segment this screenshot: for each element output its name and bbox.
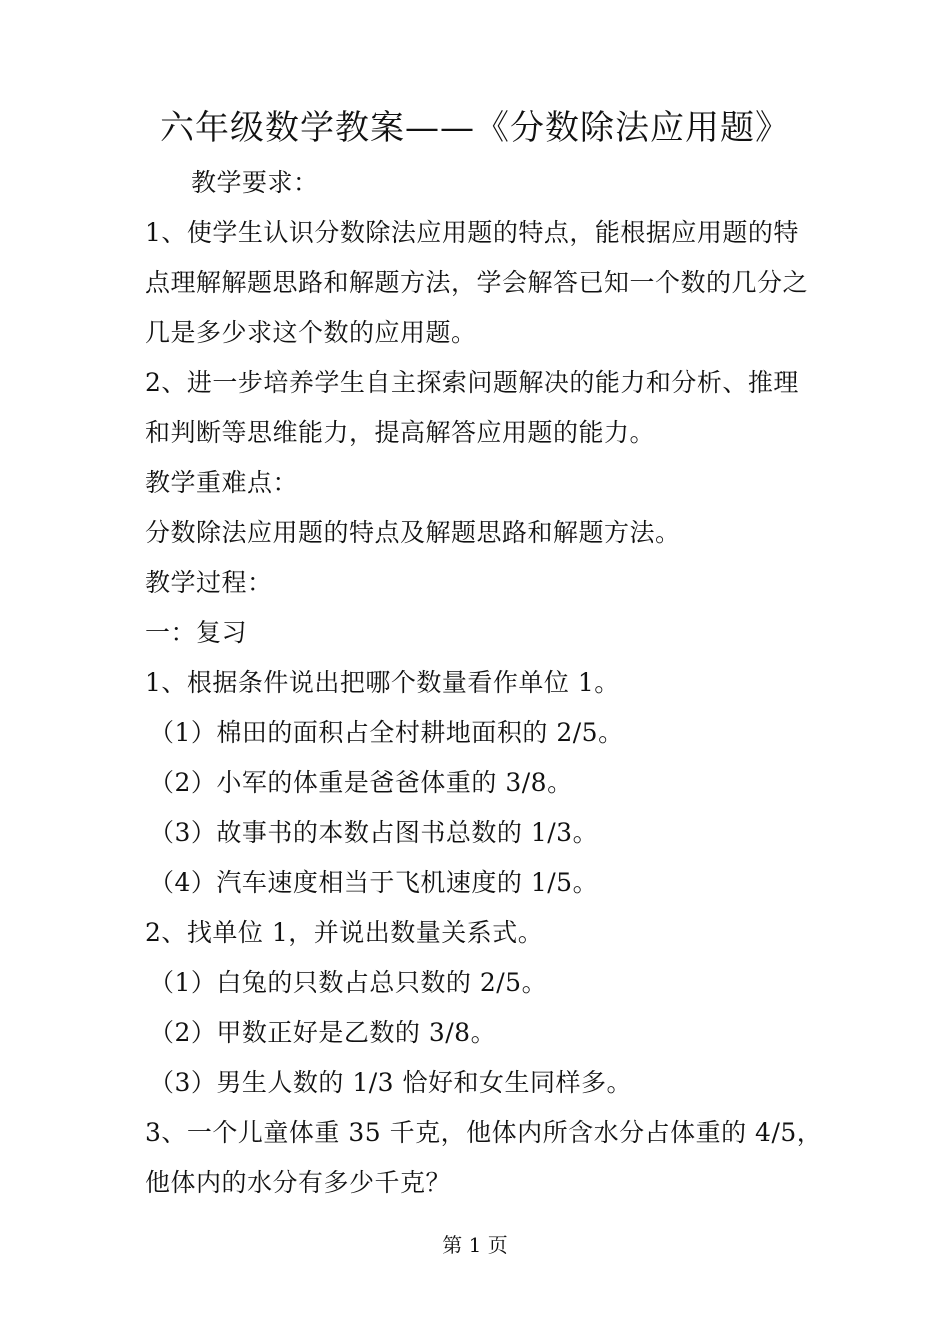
exercise-subitem: （1）棉田的面积占全村耕地面积的 2/5。 xyxy=(149,718,624,747)
section-heading-review: 一：复习 xyxy=(145,618,248,647)
paragraph-line: 点理解解题思路和解题方法，学会解答已知一个数的几分之 xyxy=(145,268,809,297)
section-heading-process: 教学过程： xyxy=(145,568,273,597)
document-body xyxy=(145,158,823,1208)
exercise-line: 他体内的水分有多少千克？ xyxy=(145,1168,452,1197)
section-heading-key-points: 教学重难点： xyxy=(145,468,299,497)
exercise-subitem: （4）汽车速度相当于飞机速度的 1/5。 xyxy=(149,868,599,897)
exercise-line: 1、根据条件说出把哪个数量看作单位 1。 xyxy=(145,668,620,697)
paragraph-line: 几是多少求这个数的应用题。 xyxy=(145,318,477,347)
paragraph-line: 分数除法应用题的特点及解题思路和解题方法。 xyxy=(145,518,681,547)
paragraph-line: 2、进一步培养学生自主探索问题解决的能力和分析、推理 xyxy=(145,368,799,397)
exercise-subitem: （2）甲数正好是乙数的 3/8。 xyxy=(149,1018,497,1047)
exercise-subitem: （3）男生人数的 1/3 恰好和女生同样多。 xyxy=(149,1068,633,1097)
exercise-subitem: （3）故事书的本数占图书总数的 1/3。 xyxy=(149,818,599,847)
exercise-line: 3、一个儿童体重 35 千克，他体内所含水分占体重的 4/5， xyxy=(145,1118,823,1147)
document-title: 六年级数学教案——《分数除法应用题》 xyxy=(160,108,790,148)
section-heading-requirements: 教学要求： xyxy=(191,168,319,197)
page-number: 第 1 页 xyxy=(442,1233,508,1257)
exercise-subitem: （2）小军的体重是爸爸体重的 3/8。 xyxy=(149,768,573,797)
exercise-subitem: （1）白兔的只数占总只数的 2/5。 xyxy=(149,968,548,997)
exercise-line: 2、找单位 1，并说出数量关系式。 xyxy=(145,918,544,947)
paragraph-line: 和判断等思维能力，提高解答应用题的能力。 xyxy=(145,418,656,447)
paragraph-line: 1、使学生认识分数除法应用题的特点，能根据应用题的特 xyxy=(145,218,799,247)
